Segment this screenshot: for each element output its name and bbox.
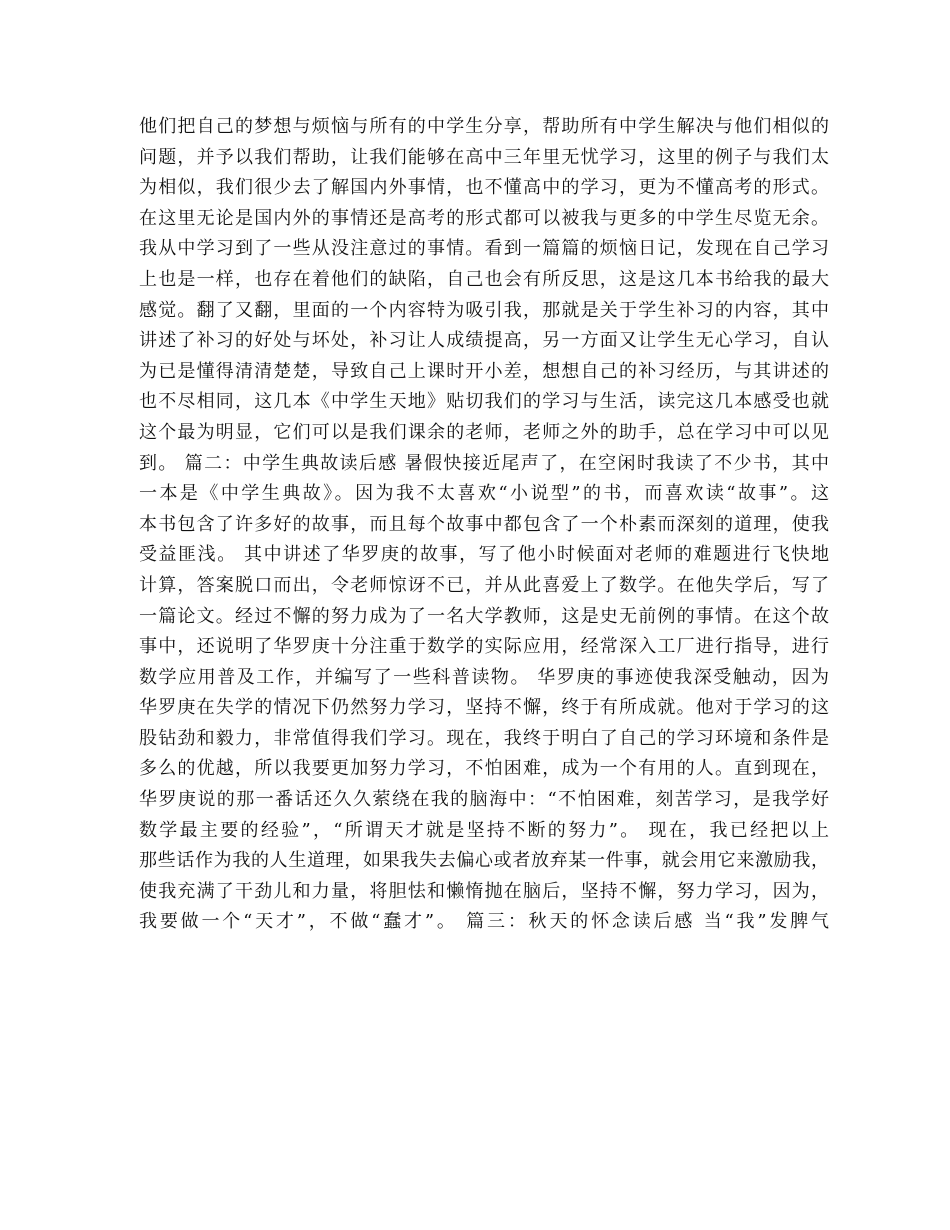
text-line: 那些话作为我的人生道理，如果我失去偏心或者放弃某一件事，就会用它来激励我，	[139, 850, 829, 872]
text-line: 他们把自己的梦想与烦恼与所有的中学生分享，帮助所有中学生解决与他们相似的	[139, 116, 829, 137]
text-line: 计算，答案脱口而出，令老师惊讶不已，并从此喜爱上了数学。在他失学后，写了	[139, 574, 829, 596]
text-line: 讲述了补习的好处与坏处，补习让人成绩提高，另一方面又让学生无心学习，自认	[139, 330, 829, 352]
text-line: 也不尽相同，这几本《中学生天地》贴切我们的学习与生活，读完这几本感受也就	[139, 391, 829, 413]
text-line: 事中，还说明了华罗庚十分注重于数学的实际应用，经常深入工厂进行指导，进行	[139, 636, 829, 658]
body-text	[139, 112, 829, 938]
text-line: 数学应用普及工作，并编写了一些科普读物。 华罗庚的事迹使我深受触动，因为	[139, 666, 829, 688]
text-line: 华罗庚在失学的情况下仍然努力学习，坚持不懈，终于有所成就。他对于学习的这	[139, 697, 829, 719]
text-line: 股钻劲和毅力，非常值得我们学习。现在，我终于明白了自己的学习环境和条件是	[139, 727, 829, 749]
text-line: 一篇论文。经过不懈的努力成为了一名大学教师，这是史无前例的事情。在这个故	[139, 605, 829, 627]
text-line: 华罗庚说的那一番话还久久萦绕在我的脑海中：“不怕困难，刻苦学习，是我学好	[139, 789, 829, 811]
text-line: 数学最主要的经验”，“所谓天才就是坚持不断的努力”。 现在，我已经把以上	[139, 819, 829, 841]
text-line: 到。 篇二：中学生典故读后感 暑假快接近尾声了，在空闲时我读了不少书，其中	[139, 452, 829, 474]
text-line: 在这里无论是国内外的事情还是高考的形式都可以被我与更多的中学生尽览无余。	[139, 207, 829, 229]
text-line: 我要做一个“天才”，不做“蠢才”。 篇三：秋天的怀念读后感 当“我”发脾气	[139, 911, 829, 933]
text-line: 为已是懂得清清楚楚，导致自己上课时开小差，想想自己的补习经历，与其讲述的	[139, 360, 829, 382]
text-line: 感觉。翻了又翻，里面的一个内容特为吸引我，那就是关于学生补习的内容，其中	[139, 299, 829, 321]
text-line: 多么的优越，所以我要更加努力学习，不怕困难，成为一个有用的人。直到现在，	[139, 758, 829, 780]
text-line: 本书包含了许多好的故事，而且每个故事中都包含了一个朴素而深刻的道理，使我	[139, 513, 829, 535]
text-line: 为相似，我们很少去了解国内外事情，也不懂高中的学习，更为不懂高考的形式。	[139, 177, 829, 199]
text-line: 问题，并予以我们帮助，让我们能够在高中三年里无忧学习，这里的例子与我们太	[139, 146, 829, 168]
text-line: 上也是一样，也存在着他们的缺陷，自己也会有所反思，这是这几本书给我的最大	[139, 268, 829, 290]
text-line: 使我充满了干劲儿和力量，将胆怯和懒惰抛在脑后，坚持不懈，努力学习，因为，	[139, 880, 829, 902]
text-line: 一本是《中学生典故》。因为我不太喜欢“小说型”的书，而喜欢读“故事”。这	[139, 483, 829, 505]
text-line: 这个最为明显，它们可以是我们课余的老师，老师之外的助手，总在学习中可以见	[139, 421, 829, 443]
text-line: 受益匪浅。 其中讲述了华罗庚的故事，写了他小时候面对老师的难题进行飞快地	[139, 544, 829, 566]
text-line: 我从中学习到了一些从没注意过的事情。看到一篇篇的烦恼日记，发现在自己学习	[139, 238, 829, 260]
